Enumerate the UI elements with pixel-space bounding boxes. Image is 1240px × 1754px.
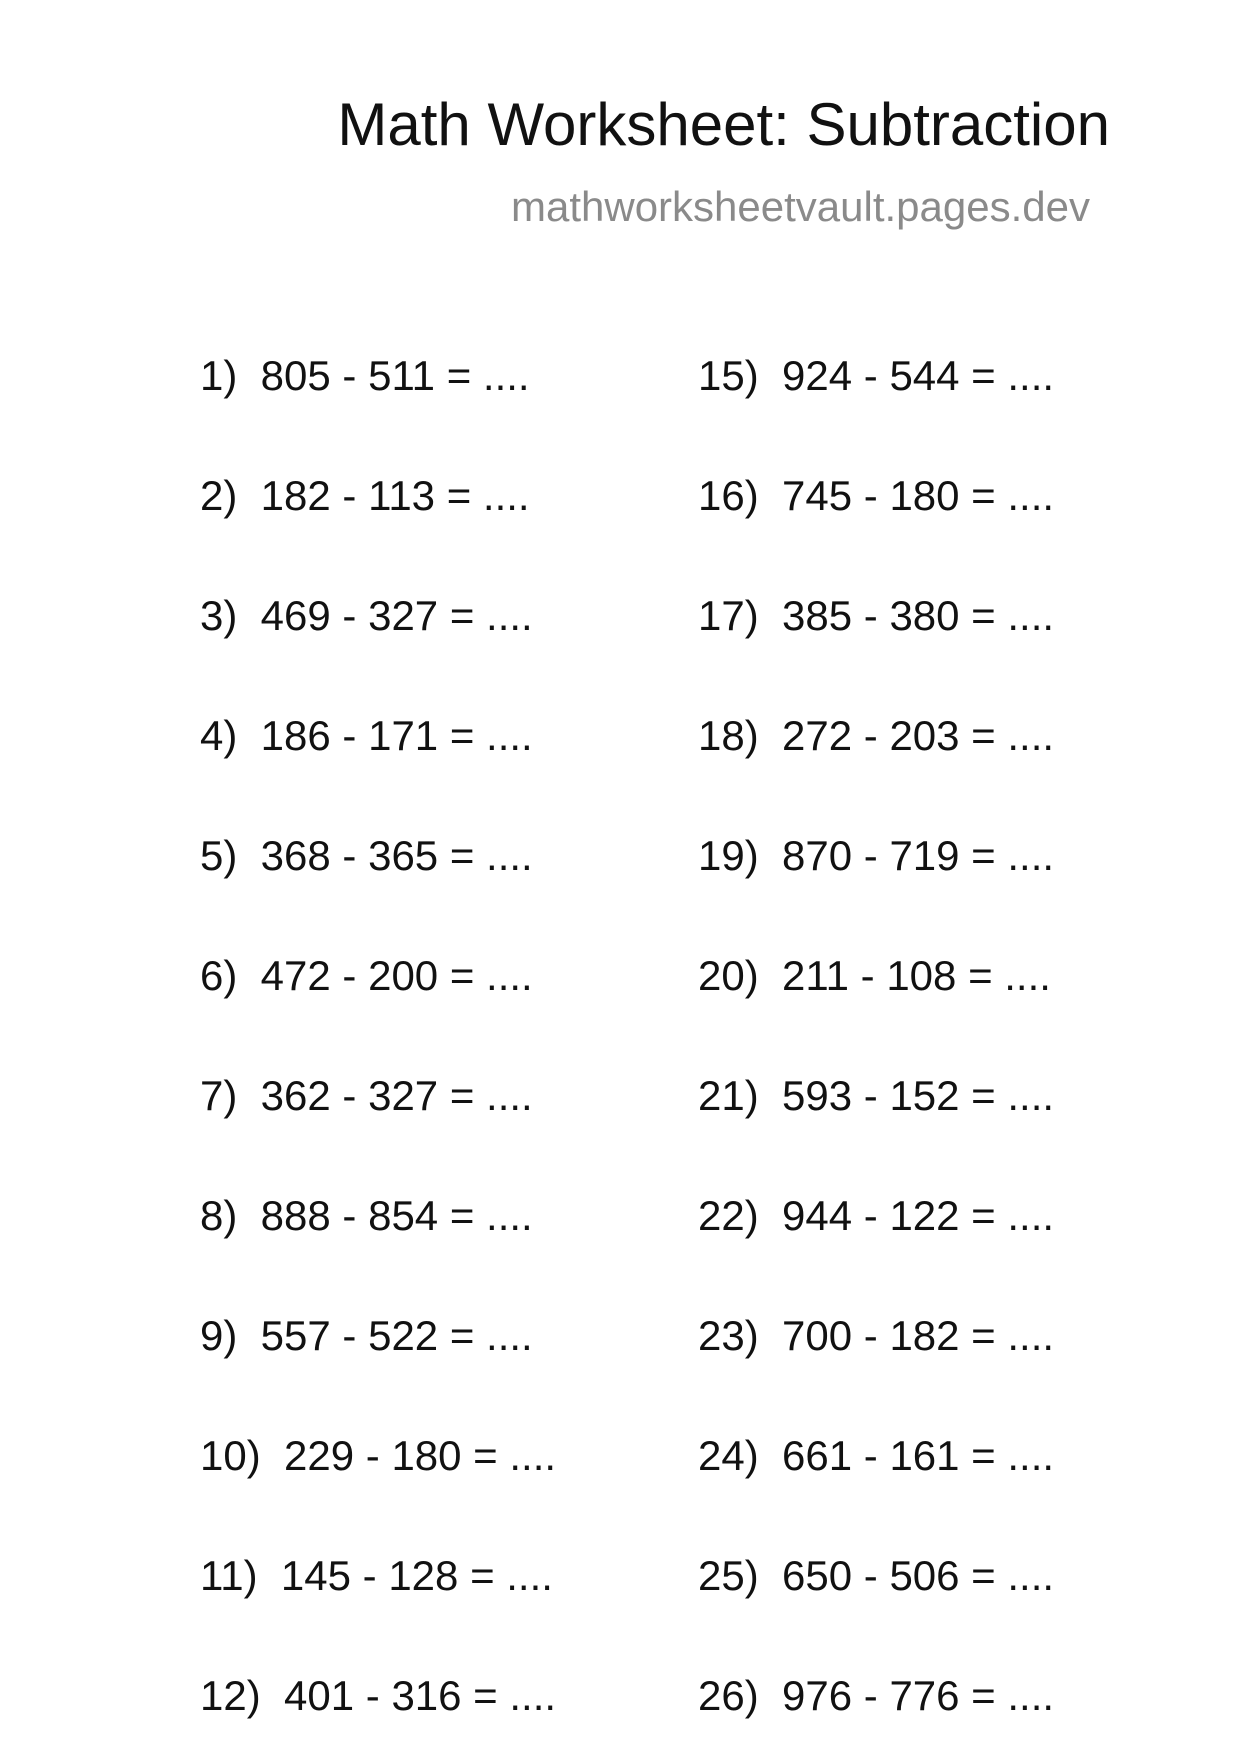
- problem-2: 2) 182 - 113 = ....: [200, 472, 530, 519]
- problem-23: 23) 700 - 182 = ....: [698, 1312, 1055, 1359]
- problem-24: 24) 661 - 161 = ....: [698, 1432, 1055, 1479]
- problem-22: 22) 944 - 122 = ....: [698, 1192, 1055, 1239]
- worksheet-title: Math Worksheet: Subtraction: [337, 91, 1110, 158]
- problem-15: 15) 924 - 544 = ....: [698, 352, 1055, 399]
- problem-19: 19) 870 - 719 = ....: [698, 832, 1055, 879]
- problem-10: 10) 229 - 180 = ....: [200, 1432, 557, 1479]
- problem-8: 8) 888 - 854 = ....: [200, 1192, 533, 1239]
- website-url: mathworksheetvault.pages.dev: [511, 183, 1090, 230]
- problem-11: 11) 145 - 128 = ....: [200, 1552, 553, 1599]
- problem-20: 20) 211 - 108 = ....: [698, 952, 1051, 999]
- problem-12: 12) 401 - 316 = ....: [200, 1672, 557, 1719]
- problem-25: 25) 650 - 506 = ....: [698, 1552, 1055, 1599]
- problem-6: 6) 472 - 200 = ....: [200, 952, 533, 999]
- problem-4: 4) 186 - 171 = ....: [200, 712, 533, 759]
- problem-7: 7) 362 - 327 = ....: [200, 1072, 533, 1119]
- problem-1: 1) 805 - 511 = ....: [200, 352, 530, 399]
- problem-26: 26) 976 - 776 = ....: [698, 1672, 1055, 1719]
- problem-18: 18) 272 - 203 = ....: [698, 712, 1055, 759]
- problem-5: 5) 368 - 365 = ....: [200, 832, 533, 879]
- problem-17: 17) 385 - 380 = ....: [698, 592, 1055, 639]
- problem-9: 9) 557 - 522 = ....: [200, 1312, 533, 1359]
- problem-21: 21) 593 - 152 = ....: [698, 1072, 1055, 1119]
- problem-3: 3) 469 - 327 = ....: [200, 592, 533, 639]
- problem-16: 16) 745 - 180 = ....: [698, 472, 1055, 519]
